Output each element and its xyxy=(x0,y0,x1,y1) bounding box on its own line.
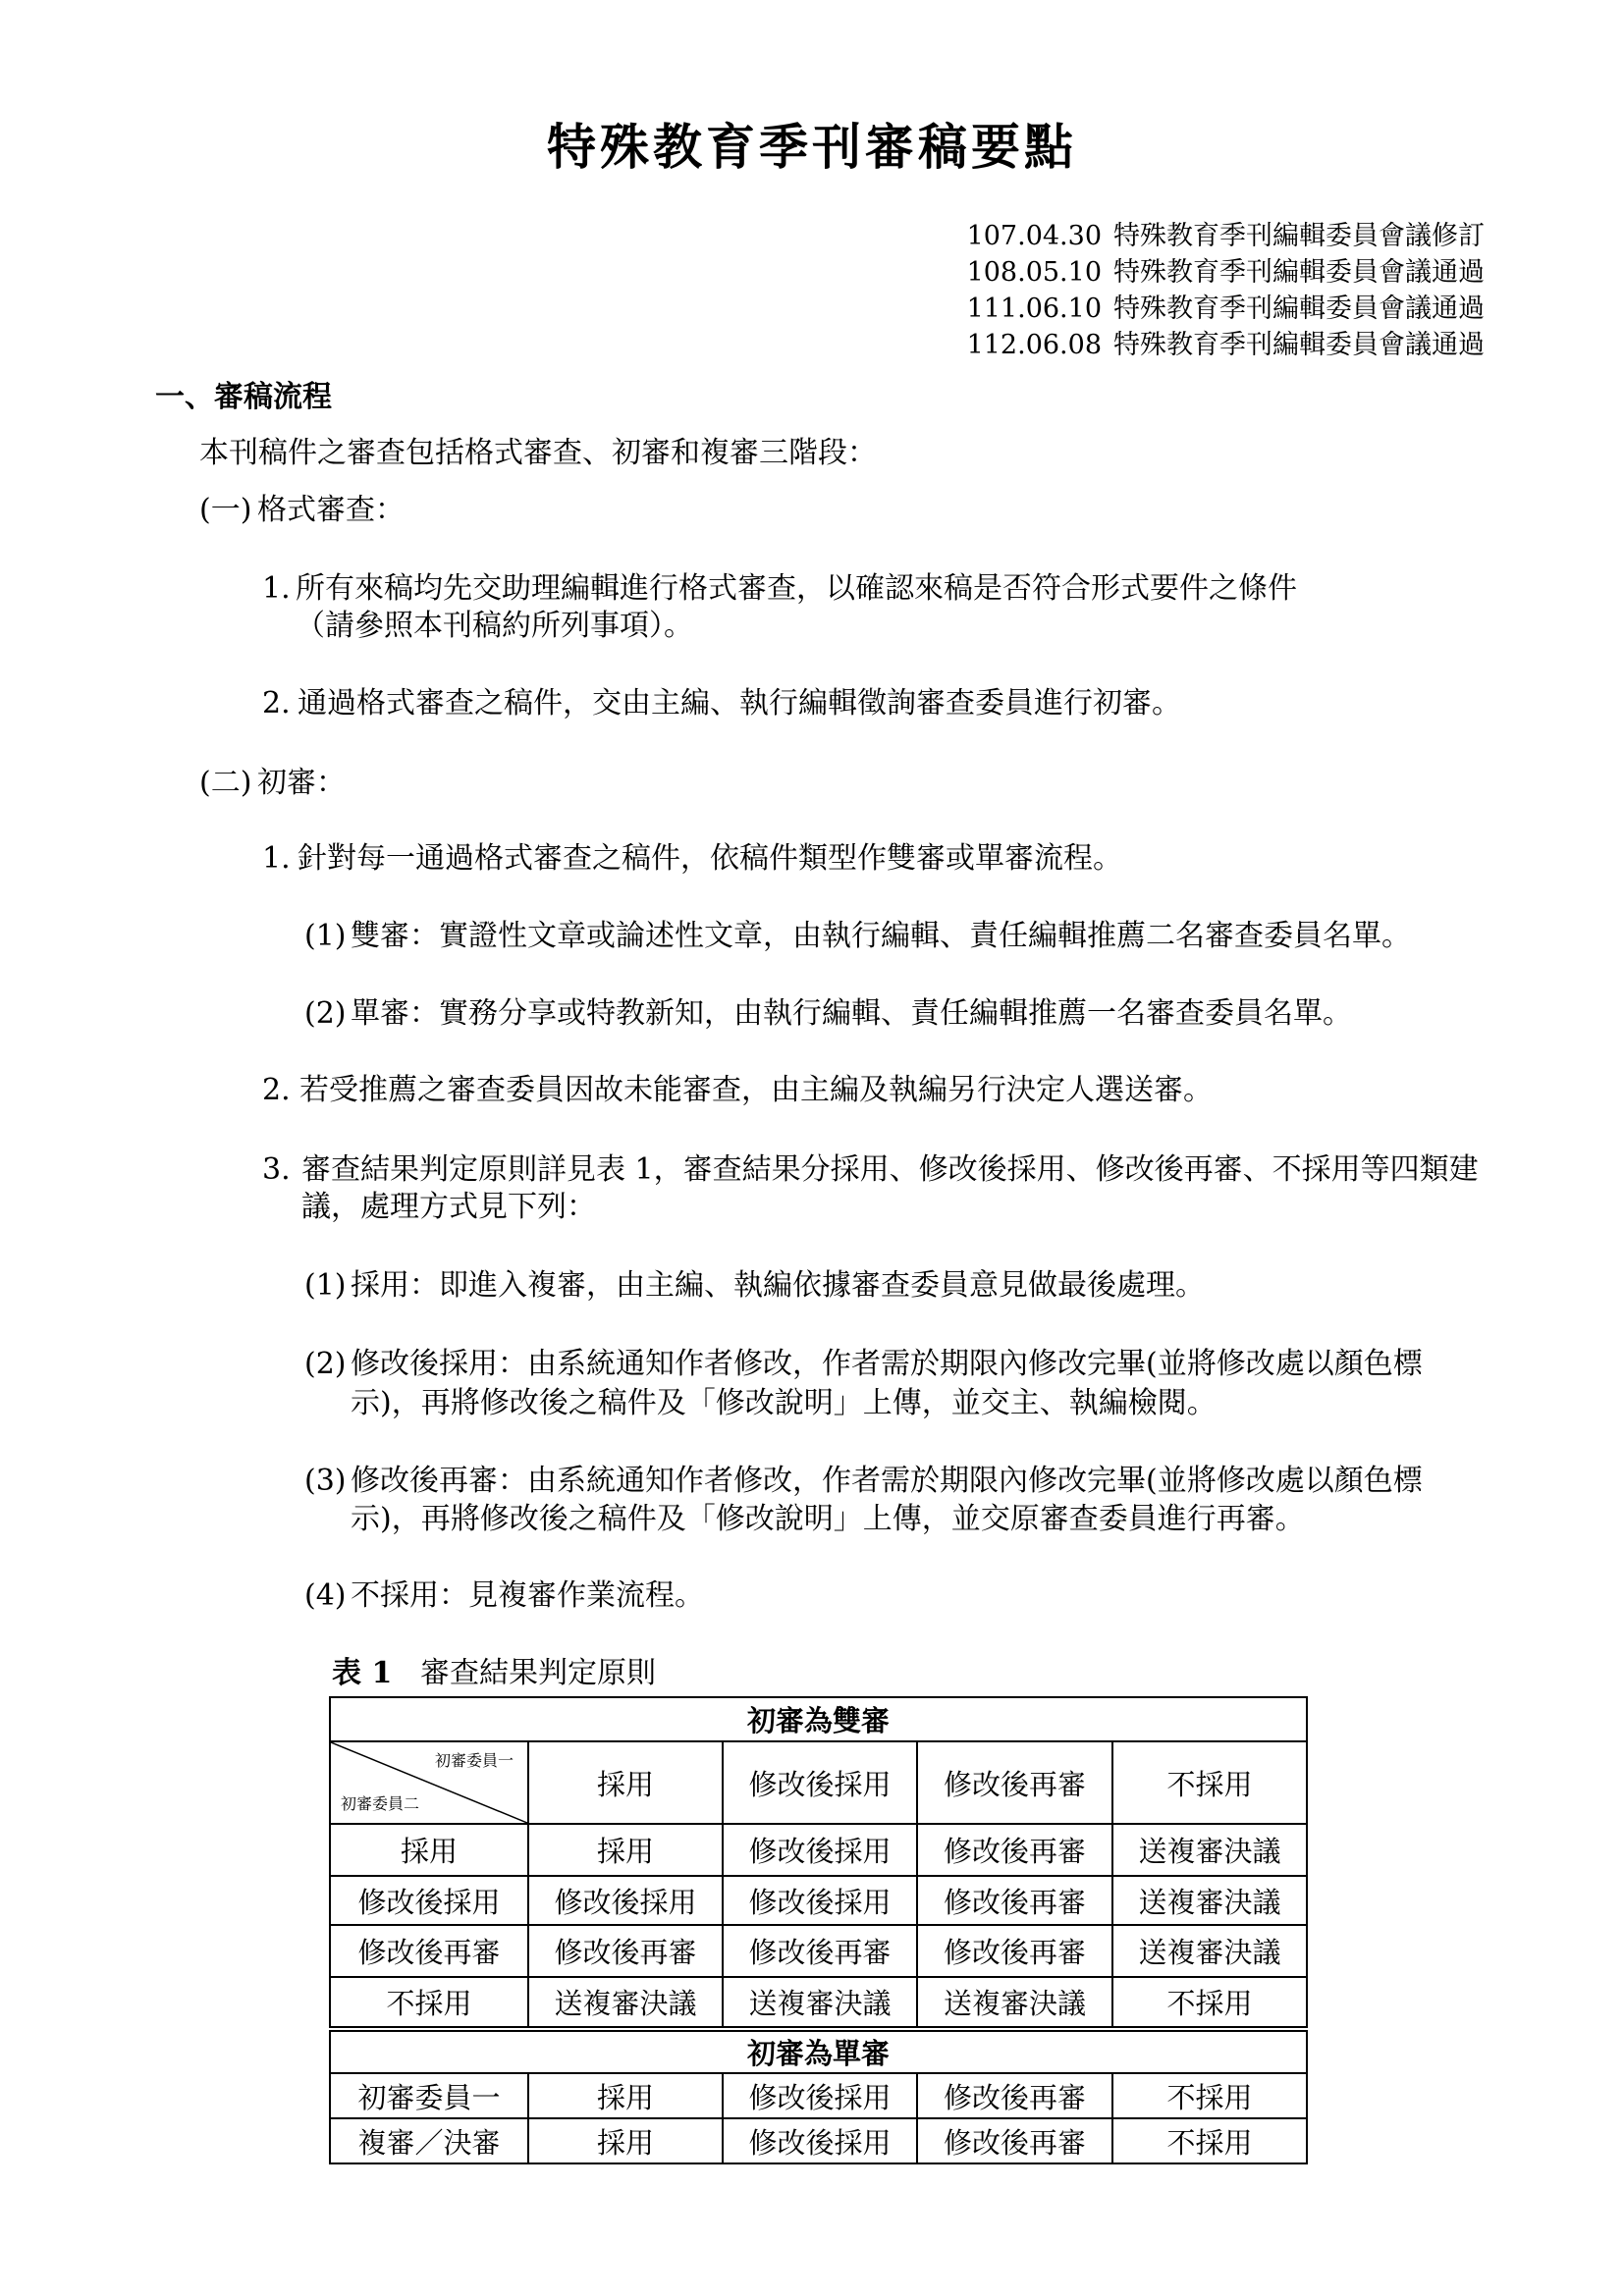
table-row xyxy=(330,1925,1307,1977)
table-row xyxy=(330,2073,1307,2118)
revision-line xyxy=(967,254,1485,291)
corner-label-reviewer-two: 初審委員二 xyxy=(341,1794,420,1813)
table-cell: 採用 xyxy=(528,2073,723,2118)
revision-line xyxy=(967,327,1485,363)
revision-line xyxy=(967,291,1485,327)
list-item-number: 1. xyxy=(262,571,291,606)
part2-label: 初審： xyxy=(257,766,346,800)
sub-item-text: 示)，再將修改後之稿件及「修改說明」上傳，並交原審查委員進行再審。 xyxy=(351,1502,1305,1536)
diagonal-header-cell xyxy=(330,1741,528,1824)
column-header: 採用 xyxy=(528,1741,723,1824)
sub-item-number: (2) xyxy=(304,996,347,1031)
list-item-text: 通過格式審查之稿件，交由主編、執行編輯徵詢審查委員進行初審。 xyxy=(298,686,1181,721)
sub-item-text: 修改後再審：由系統通知作者修改，作者需於期限內修改完畢(並將修改處以顏色標 xyxy=(351,1464,1423,1498)
table-group-header xyxy=(330,2029,1307,2073)
sub-item-text: 示)，再將修改後之稿件及「修改說明」上傳，並交主、執編檢閱。 xyxy=(351,1386,1217,1420)
table-cell: 不採用 xyxy=(1112,1977,1307,2029)
corner-label-reviewer-one: 初審委員一 xyxy=(434,1751,514,1770)
revision-date: 107.04.30 xyxy=(966,221,1102,251)
list-item-text: 審查結果判定原則詳見表 1，審查結果分採用、修改後採用、修改後再審、不採用等四類建 xyxy=(301,1152,1479,1187)
section-intro: 本刊稿件之審查包括格式審查、初審和複審三階段： xyxy=(199,436,877,470)
double-review-title: 初審為雙審 xyxy=(330,1697,1307,1741)
row-header: 修改後再審 xyxy=(330,1925,528,1977)
table-row xyxy=(330,1977,1307,2029)
table-cell: 修改後再審 xyxy=(528,1925,723,1977)
sub-item-number: (4) xyxy=(304,1578,347,1613)
table-cell: 修改後採用 xyxy=(723,1876,917,1925)
list-item-number: 2. xyxy=(262,686,291,721)
sub-item-text: 不採用：見複審作業流程。 xyxy=(351,1578,704,1613)
part1-number: (一) xyxy=(199,493,252,527)
list-item-number: 3. xyxy=(262,1152,291,1187)
row-header: 修改後採用 xyxy=(330,1876,528,1925)
revision-note: 特殊教育季刊編輯委員會議通過 xyxy=(1113,257,1485,288)
table-cell: 修改後再審 xyxy=(723,1925,917,1977)
sub-item-text: 採用：即進入複審，由主編、執編依據審查委員意見做最後處理。 xyxy=(351,1268,1205,1303)
table-column-header-row xyxy=(330,1741,1307,1824)
table-cell: 採用 xyxy=(528,1824,723,1876)
list-item-text: 若受推薦之審查委員因故未能審查，由主編及執編另行決定人選送審。 xyxy=(299,1073,1213,1107)
review-rules-table xyxy=(329,1696,1308,2164)
table-caption-title: 審查結果判定原則 xyxy=(420,1656,656,1690)
column-header: 修改後採用 xyxy=(723,1741,917,1824)
table-cell: 修改後採用 xyxy=(723,2073,917,2118)
part2-number: (二) xyxy=(199,766,252,800)
table-cell: 送複審決議 xyxy=(723,1977,917,2029)
sub-item-text: 雙審：實證性文章或論述性文章，由執行編輯、責任編輯推薦二名審查委員名單。 xyxy=(351,919,1411,953)
list-item-number: 2. xyxy=(262,1073,291,1107)
table-cell: 修改後再審 xyxy=(917,1824,1112,1876)
revision-date: 108.05.10 xyxy=(966,257,1102,288)
table-cell: 送複審決議 xyxy=(528,1977,723,2029)
list-item-number: 1. xyxy=(262,841,291,876)
sub-item-number: (1) xyxy=(304,919,347,953)
revision-line xyxy=(967,218,1485,254)
table-row xyxy=(330,1876,1307,1925)
row-header: 複審／決審 xyxy=(330,2118,528,2163)
column-header: 不採用 xyxy=(1112,1741,1307,1824)
sub-item-text: 單審：實務分享或特教新知，由執行編輯、責任編輯推薦一名審查委員名單。 xyxy=(351,996,1352,1031)
revision-date: 111.06.10 xyxy=(966,294,1102,324)
table-cell: 修改後採用 xyxy=(723,2118,917,2163)
sub-item-number: (1) xyxy=(304,1268,347,1303)
list-item-text: 議，處理方式見下列： xyxy=(301,1190,596,1224)
table-cell: 不採用 xyxy=(1112,2073,1307,2118)
list-item-text: 所有來稿均先交助理編輯進行格式審查，以確認來稿是否符合形式要件之條件 xyxy=(296,571,1297,606)
table-cell: 修改後再審 xyxy=(917,1876,1112,1925)
table-cell: 修改後採用 xyxy=(723,1824,917,1876)
list-item-text: 針對每一通過格式審查之稿件，依稿件類型作雙審或單審流程。 xyxy=(298,841,1122,876)
revision-note: 特殊教育季刊編輯委員會議通過 xyxy=(1113,294,1485,324)
part1-label: 格式審查： xyxy=(257,493,405,527)
row-header: 採用 xyxy=(330,1824,528,1876)
table-row xyxy=(330,2118,1307,2163)
diagonal-header-content xyxy=(331,1742,527,1823)
table-cell: 修改後再審 xyxy=(917,1925,1112,1977)
table-group-header xyxy=(330,1697,1307,1741)
table-cell: 修改後再審 xyxy=(917,2118,1112,2163)
table-cell: 送複審決議 xyxy=(1112,1925,1307,1977)
table-row xyxy=(330,1824,1307,1876)
revision-date: 112.06.08 xyxy=(966,330,1102,360)
list-item-text: （請參照本刊稿約所列事項）。 xyxy=(296,609,693,643)
sub-item-number: (2) xyxy=(304,1347,347,1381)
revision-note: 特殊教育季刊編輯委員會議修訂 xyxy=(1113,221,1485,251)
table-cell: 修改後採用 xyxy=(528,1876,723,1925)
document-title: 特殊教育季刊審稿要點 xyxy=(547,118,1077,176)
revision-history xyxy=(967,218,1485,363)
column-header: 修改後再審 xyxy=(917,1741,1112,1824)
sub-item-text: 修改後採用：由系統通知作者修改，作者需於期限內修改完畢(並將修改處以顏色標 xyxy=(351,1347,1423,1381)
row-header: 初審委員一 xyxy=(330,2073,528,2118)
section-heading: 一、審稿流程 xyxy=(155,380,332,414)
single-review-title: 初審為單審 xyxy=(330,2029,1307,2073)
table-cell: 送複審決議 xyxy=(917,1977,1112,2029)
table-cell: 送複審決議 xyxy=(1112,1876,1307,1925)
table-cell: 採用 xyxy=(528,2118,723,2163)
table-cell: 修改後再審 xyxy=(917,2073,1112,2118)
revision-note: 特殊教育季刊編輯委員會議通過 xyxy=(1113,330,1485,360)
table-caption-label: 表 1 xyxy=(332,1656,393,1690)
table-cell: 不採用 xyxy=(1112,2118,1307,2163)
row-header: 不採用 xyxy=(330,1977,528,2029)
sub-item-number: (3) xyxy=(304,1464,347,1498)
table-cell: 送複審決議 xyxy=(1112,1824,1307,1876)
